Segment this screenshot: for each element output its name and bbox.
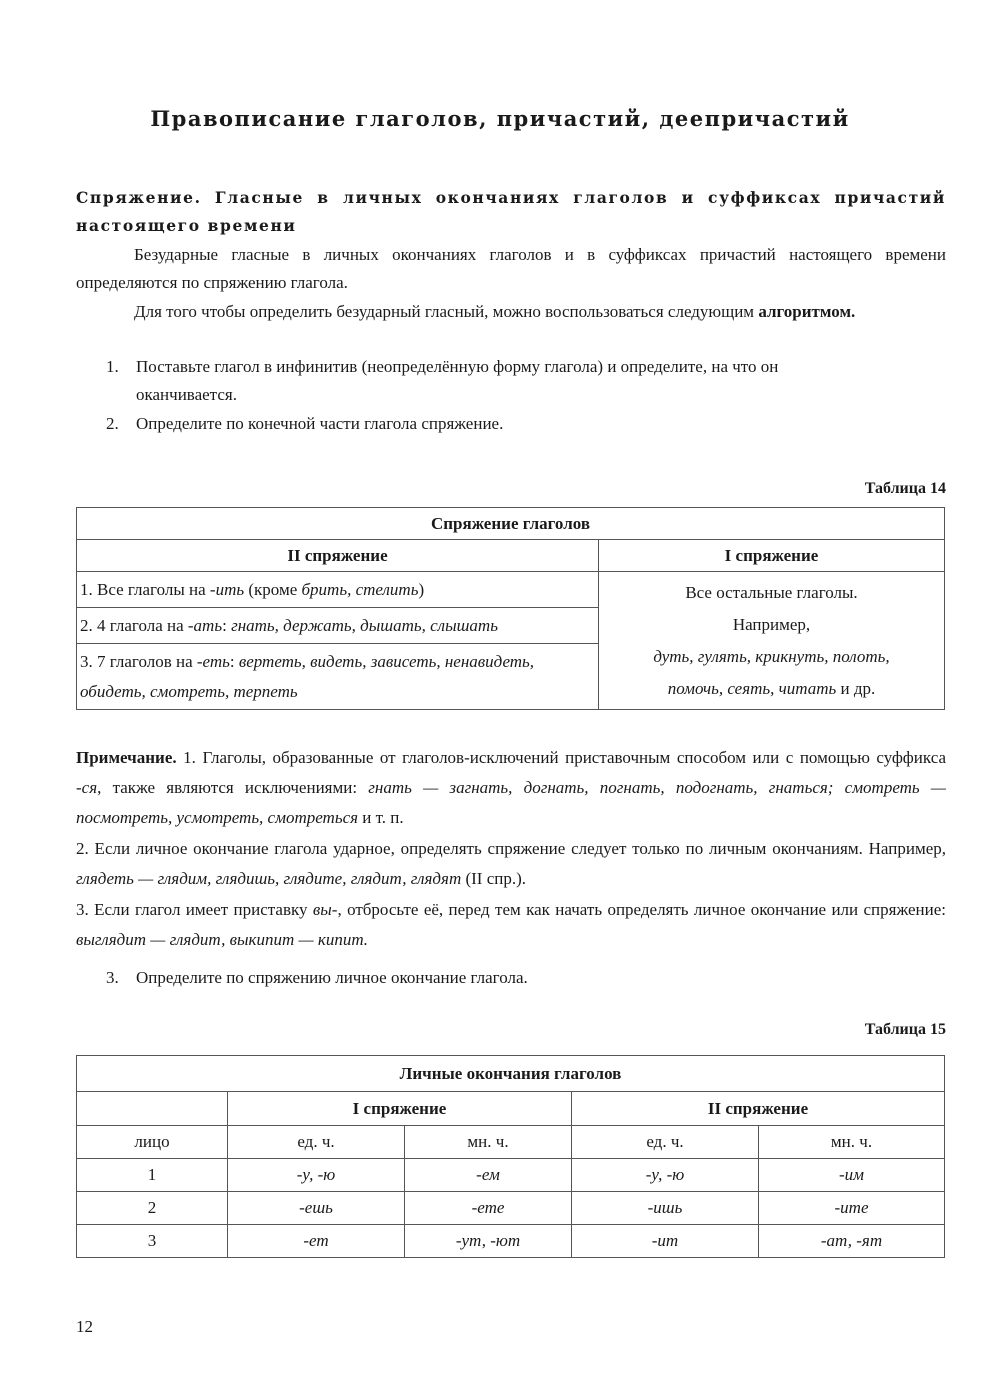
list-item-number: 1. <box>106 357 119 376</box>
paragraph-algorithm-text: Для того чтобы определить безударный гласный, можно воспользоваться следующим <box>134 302 759 321</box>
table-14-title: Спряжение глаголов <box>77 508 945 540</box>
table-15-cell: -у, -ю <box>572 1159 759 1192</box>
list-item-continuation: оканчивается. <box>136 385 237 404</box>
paragraph-algorithm-bold: алгоритмом. <box>758 302 856 321</box>
table-15-cell: -ете <box>405 1192 572 1225</box>
table-15-cell: -ут, -ют <box>405 1225 572 1258</box>
table-14-other-verbs <box>599 572 945 710</box>
note-label: Примечание. <box>76 748 177 767</box>
table-15-header-conj2: II спряжение <box>572 1092 945 1126</box>
list-item-1 <box>106 353 946 409</box>
table-row <box>77 1159 945 1192</box>
table-14-row-2: 2. 4 глагола на -ать: гнать, держать, дышать, слышать <box>77 608 599 644</box>
table-15-cell: -ит <box>572 1225 759 1258</box>
list-item-text: Определите по спряжению личное окончание глагола. <box>136 968 528 987</box>
table-15-cell: -ет <box>228 1225 405 1258</box>
table-15-title: Личные окончания глаголов <box>77 1056 945 1092</box>
note-1: Примечание. 1. Глаголы, образованные от глаголов-исключений приставочным способом или с помощью суффикса -ся, также являются исключениями: гнать — загнать, догнать, погнать, подогнать, гнаться; смотреть — посмотреть, усмотреть, смотреться и т. п. <box>76 748 946 827</box>
table-14-other-line-3: дуть, гулять, крикнуть, полоть, <box>653 646 890 666</box>
page-title: Правописание глаголов, причастий, деепричастий <box>150 106 850 131</box>
table-row <box>77 1192 945 1225</box>
note-3: 3. Если глагол имеет приставку вы-, отбросьте её, перед тем как начать определять личное окончание или спряжение: выглядит — глядит, выкипит — кипит. <box>76 900 946 949</box>
table-14-row-1: 1. Все глаголы на -ить (кроме брить, стелить) <box>77 572 599 608</box>
table-15-header-sg: ед. ч. <box>228 1126 405 1159</box>
table-row <box>77 1225 945 1258</box>
table-15-blank-cell <box>77 1092 228 1126</box>
table-14-caption: Таблица 14 <box>864 480 946 497</box>
list-item-2 <box>106 410 946 438</box>
list-item-text: Определите по конечной части глагола спряжение. <box>136 414 504 433</box>
table-15-cell: -у, -ю <box>228 1159 405 1192</box>
table-15-header-pl: мн. ч. <box>759 1126 945 1159</box>
page-number: 12 <box>76 1317 93 1336</box>
section-heading: Спряжение. Гласные в личных окончаниях глаголов и суффиксах причастий настоящего времени <box>76 188 946 235</box>
table-14-other-line-2: Например, <box>732 614 811 634</box>
table-15-cell: -ешь <box>228 1192 405 1225</box>
note-2: 2. Если личное окончание глагола ударное, определять спряжение следует только по личным окончаниям. Например, глядеть — глядим, глядишь, глядите, глядит, глядят (II спр.). <box>76 839 946 888</box>
table-15-person: 3 <box>77 1225 228 1258</box>
table-15-header-conj1: I спряжение <box>228 1092 572 1126</box>
paragraph-algorithm <box>76 298 946 326</box>
table-15-cell: -ишь <box>572 1192 759 1225</box>
table-14-conjugation <box>76 507 945 710</box>
table-15-header-person: лицо <box>77 1126 228 1159</box>
paragraph-intro: Безударные гласные в личных окончаниях глаголов и в суффиксах причастий настоящего времени определяются по спряжению глагола. <box>76 245 946 292</box>
list-item-number: 2. <box>106 414 119 433</box>
table-15-header-pl: мн. ч. <box>405 1126 572 1159</box>
table-14-header-conj2: II спряжение <box>77 540 599 572</box>
list-item-3 <box>106 964 946 992</box>
table-14-header-conj1: I спряжение <box>599 540 945 572</box>
list-item-text: Поставьте глагол в инфинитив (неопределённую форму глагола) и определите, на что он <box>136 357 779 376</box>
table-15-header-sg: ед. ч. <box>572 1126 759 1159</box>
table-15-cell: -ите <box>759 1192 945 1225</box>
table-14-other-line-1: Все остальные глаголы. <box>685 582 858 602</box>
table-14-other-line-4: помочь, сеять, читать и др. <box>667 678 876 698</box>
table-15-cell: -ем <box>405 1159 572 1192</box>
table-15-cell: -им <box>759 1159 945 1192</box>
table-15-person: 1 <box>77 1159 228 1192</box>
table-15-endings <box>76 1055 945 1258</box>
list-item-number: 3. <box>106 968 119 987</box>
table-14-row-3: 3. 7 глаголов на -еть: вертеть, видеть, зависеть, ненавидеть, обидеть, смотреть, терпеть <box>77 644 599 710</box>
table-15-person: 2 <box>77 1192 228 1225</box>
table-15-cell: -ат, -ят <box>759 1225 945 1258</box>
table-15-caption: Таблица 15 <box>864 1021 946 1038</box>
